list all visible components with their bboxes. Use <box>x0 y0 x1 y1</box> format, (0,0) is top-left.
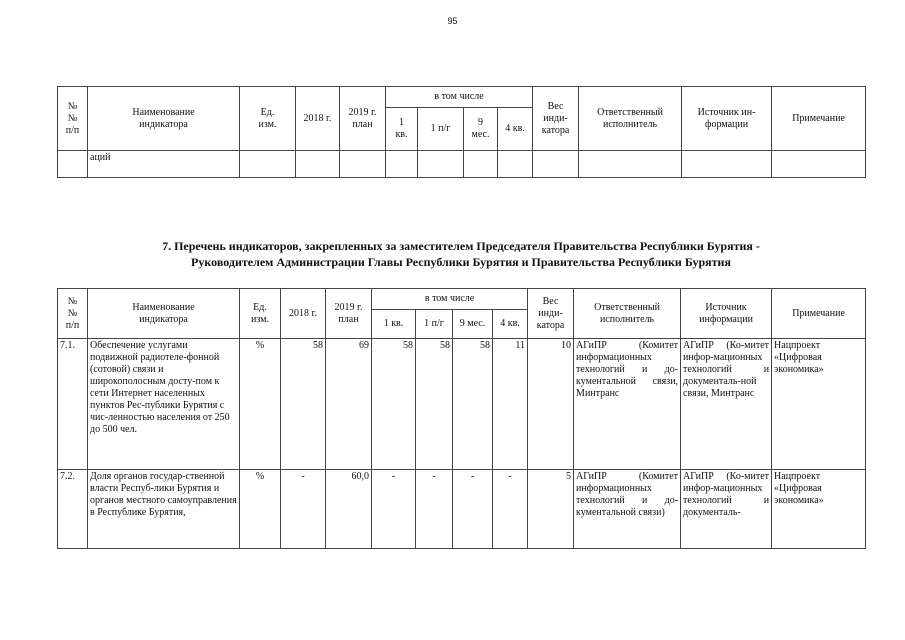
header-h1: 1 п/г <box>418 108 464 151</box>
section-title-line1: 7. Перечень индикаторов, закрепленных за заместителем Председателя Правительства Республики Бурятия - <box>162 239 760 253</box>
row-num: 7.1. <box>58 339 88 470</box>
table-row <box>58 339 866 470</box>
header-9m: 9 мес. <box>464 108 498 151</box>
row-unit: % <box>240 339 281 470</box>
header-name: Наименование индикатора <box>88 87 240 151</box>
row-num: 7.2. <box>58 470 88 549</box>
table-row <box>58 151 866 178</box>
header-responsible: Ответственный исполнитель <box>574 289 681 339</box>
header-unit: Ед. изм. <box>240 87 296 151</box>
indicators-table <box>57 288 866 549</box>
row-note: Нацпроект «Цифровая экономика» <box>772 470 866 549</box>
header-q1: 1 кв. <box>386 108 418 151</box>
row-weight: 5 <box>528 470 574 549</box>
header-2019: 2019 г. план <box>326 289 372 339</box>
row-source: АГиПР (Ко-митет инфор-мационных технологий и документаль-ной связи, Минтранс <box>681 339 772 470</box>
header-2018: 2018 г. <box>296 87 340 151</box>
header-source: Источник информации <box>681 289 772 339</box>
header-2018: 2018 г. <box>281 289 326 339</box>
continuation-name-cell: аций <box>88 151 240 178</box>
header-num: № № п/п <box>58 87 88 151</box>
header-weight: Вес инди- катора <box>533 87 579 151</box>
section-title <box>57 238 865 270</box>
header-note: Примечание <box>772 289 866 339</box>
row-2019: 60,0 <box>326 470 372 549</box>
header-including: в том числе <box>386 87 533 108</box>
row-q4: 11 <box>493 339 528 470</box>
header-q4: 4 кв. <box>493 310 528 339</box>
row-q1: 58 <box>372 339 416 470</box>
page-number: 95 <box>447 16 458 26</box>
row-unit: % <box>240 470 281 549</box>
row-responsible: АГиПР (Комитет информационных технологий и до-кументальной связи) <box>574 470 681 549</box>
header-weight: Вес инди- катора <box>528 289 574 339</box>
row-q4: - <box>493 470 528 549</box>
header-note: Примечание <box>772 87 866 151</box>
row-source: АГиПР (Ко-митет инфор-мационных технологий и документаль- <box>681 470 772 549</box>
header-name: Наименование индикатора <box>88 289 240 339</box>
row-9m: 58 <box>453 339 493 470</box>
header-responsible: Ответственный исполнитель <box>579 87 682 151</box>
header-source: Источник ин- формации <box>682 87 772 151</box>
header-9m: 9 мес. <box>453 310 493 339</box>
header-2019: 2019 г. план <box>340 87 386 151</box>
row-2019: 69 <box>326 339 372 470</box>
header-row <box>58 289 866 310</box>
header-h1: 1 п/г <box>416 310 453 339</box>
header-num: № № п/п <box>58 289 88 339</box>
header-q1: 1 кв. <box>372 310 416 339</box>
section-title-line2: Руководителем Администрации Главы Республики Бурятия и Правительства Республики Бурятия <box>191 255 731 269</box>
row-2018: 58 <box>281 339 326 470</box>
header-q4: 4 кв. <box>498 108 533 151</box>
row-h1: 58 <box>416 339 453 470</box>
row-2018: - <box>281 470 326 549</box>
row-name: Доля органов государ-ственной власти Респуб-лики Бурятия и органов местного самоуправления в Республике Бурятия, <box>88 470 240 549</box>
header-including: в том числе <box>372 289 528 310</box>
header-unit: Ед. изм. <box>240 289 281 339</box>
row-responsible: АГиПР (Комитет информационных технологий и до-кументальной связи, Минтранс <box>574 339 681 470</box>
row-q1: - <box>372 470 416 549</box>
row-h1: - <box>416 470 453 549</box>
continuation-table <box>57 86 866 178</box>
row-name: Обеспечение услугами подвижной радиотеле-фонной (сотовой) связи и широкополосным досту-пом к сети Интернет населенных пунктов Рес-публики Бурятия с чис-ленностью населения от 250 до 500 чел. <box>88 339 240 470</box>
header-row <box>58 87 866 108</box>
table-row <box>58 470 866 549</box>
row-weight: 10 <box>528 339 574 470</box>
row-note: Нацпроект «Цифровая экономика» <box>772 339 866 470</box>
row-9m: - <box>453 470 493 549</box>
